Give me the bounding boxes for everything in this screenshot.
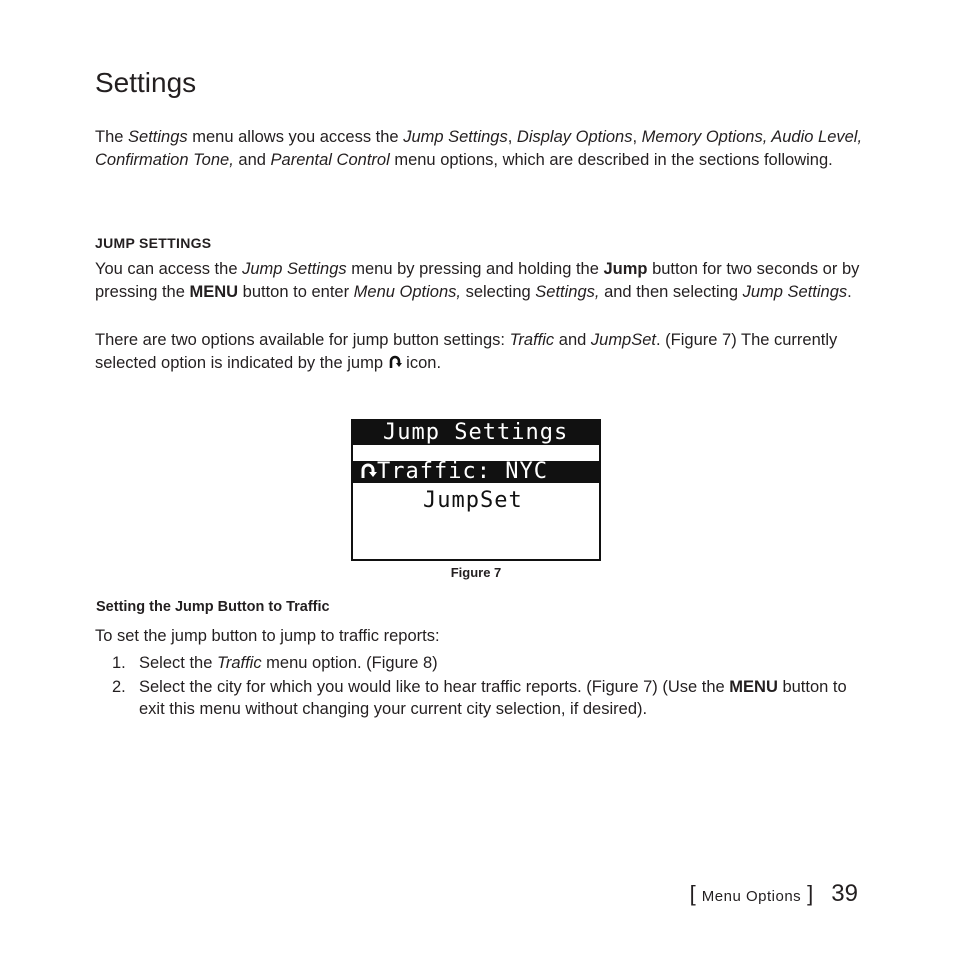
access-paragraph: You can access the Jump Settings menu by pressing and holding the Jump button for two seconds or by pressing the MENU button to enter Menu Options, selecting Settings, and then selecting Jump Settings. — [95, 260, 860, 301]
section-heading: JUMP SETTINGS — [95, 235, 212, 251]
footer-section-name: Menu Options — [701, 888, 802, 905]
lcd-selected-option: Traffic: NYC — [353, 461, 599, 483]
footer-close-bracket: ] — [807, 881, 814, 906]
lcd-display — [351, 419, 601, 561]
footer-open-bracket: [ — [689, 881, 696, 906]
options-paragraph: There are two options available for jump button settings: Traffic and JumpSet. (Figure 7) The currently selected option is indicated by the jump icon. — [95, 331, 838, 372]
page-footer — [690, 880, 858, 908]
list-item: 2. Select the city for which you would like to hear traffic reports. (Figure 7) (Use the MENU button to exit this menu without changing your current city selection, if desired). — [112, 677, 847, 718]
page-title: Settings — [95, 67, 197, 98]
list-item: 1. Select the Traffic menu option. (Figure 8) — [112, 654, 438, 672]
steps-list — [95, 652, 865, 722]
lcd-title: Jump Settings — [353, 421, 599, 445]
lcd-option-jumpset: JumpSet — [423, 488, 523, 513]
set-paragraph: To set the jump button to jump to traffic reports: — [95, 627, 440, 645]
page-number: 39 — [831, 880, 858, 907]
intro-paragraph: The Settings menu allows you access the Jump Settings, Display Options, Memory Options, Audio Level, Confirmation Tone, and Parental Control menu options, which are described in the sections following. — [95, 128, 863, 169]
jump-icon — [359, 462, 377, 480]
figure-caption: Figure 7 — [450, 565, 502, 580]
subheading: Setting the Jump Button to Traffic — [96, 599, 330, 615]
jump-icon — [388, 355, 402, 369]
